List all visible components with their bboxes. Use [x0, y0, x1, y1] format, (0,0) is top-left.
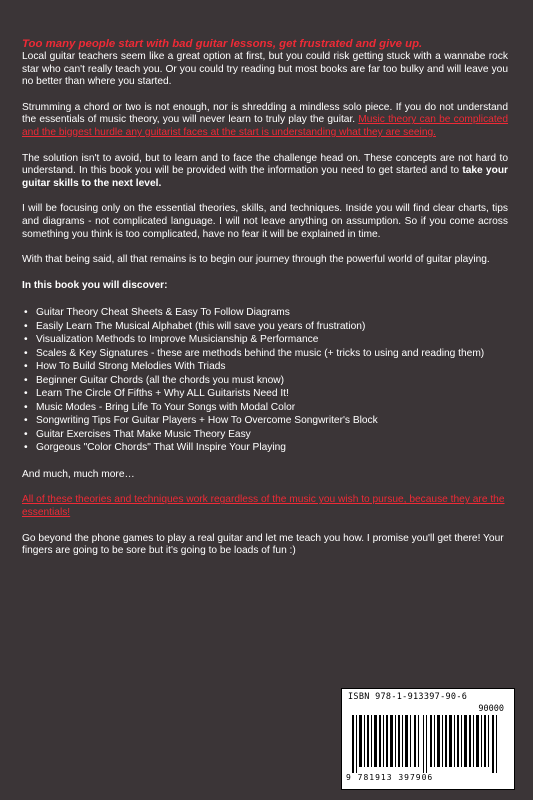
- barcode-bars-icon: [350, 705, 508, 773]
- discover-list: [22, 306, 508, 455]
- much-more: And much, much more…: [22, 468, 135, 480]
- list-item: • Scales & Key Signatures - these are methods behind the music (+ tricks to using and reading them): [22, 347, 508, 361]
- isbn-barcode: [341, 688, 515, 790]
- list-item: • Guitar Theory Cheat Sheets & Easy To Follow Diagrams: [22, 306, 508, 320]
- paragraph-theory: [22, 102, 508, 140]
- list-item: • Songwriting Tips For Guitar Players + How To Overcome Songwriter's Block: [22, 414, 508, 428]
- back-cover-text: [22, 38, 508, 571]
- list-item: • Gorgeous "Color Chords" That Will Inspire Your Playing: [22, 441, 508, 455]
- paragraph-theory-highlight: Music theory can be complicated and the biggest hurdle any guitarist faces at the start is understanding what they are seeing.: [22, 114, 508, 138]
- list-item: • Visualization Methods to Improve Musicianship & Performance: [22, 333, 508, 347]
- essentials-statement: All of these theories and techniques work regardless of the music you wish to pursue, because they are the essentials!: [22, 494, 505, 518]
- list-item: • Guitar Exercises That Make Music Theory Easy: [22, 428, 508, 442]
- list-item: • Learn The Circle Of Fifths + Why ALL Guitarists Need It!: [22, 387, 508, 401]
- paragraph-solution: [22, 153, 508, 191]
- paragraph-solution-bold: take your guitar skills to the next level.: [22, 165, 509, 189]
- closing-paragraph: Go beyond the phone games to play a real guitar and let me teach you how. I promise you'll get there! Your fingers are going to be sore but it's going to be loads of fun :): [22, 532, 504, 557]
- list-item: • Music Modes - Bring Life To Your Songs with Modal Color: [22, 401, 508, 415]
- discover-title: In this book you will discover:: [22, 279, 168, 291]
- list-item: • Easily Learn The Musical Alphabet (this will save you years of frustration): [22, 320, 508, 334]
- barcode-digits: 9 781913 397906: [346, 773, 434, 782]
- paragraph-theory-text: Strumming a chord or two is not enough, nor is shredding a mindless solo piece. If you do not understand the essentials of music theory, you will never learn to truly play the guitar.: [22, 101, 508, 126]
- headline: Too many people start with bad guitar lessons, get frustrated and give up.: [22, 38, 423, 50]
- paragraph-solution-text: The solution isn't to avoid, but to learn and to face the challenge head on. These concepts are not hard to understand. In this book you will be provided with the information you need to get started and to: [22, 152, 508, 177]
- isbn-number: ISBN 978-1-913397-90-6: [348, 692, 468, 702]
- paragraph-intro: Local guitar teachers seem like a great option at first, but you could risk getting stuck with a wannabe rock star who can't really teach you. Or you could try reading but most books are far too bulky and will leave you no better than where you started.: [22, 51, 508, 88]
- paragraph-journey: With that being said, all that remains is to begin our journey through the powerful world of guitar playing.: [22, 254, 490, 266]
- paragraph-focus: I will be focusing only on the essential theories, skills, and techniques. Inside you will find clear charts, tips and diagrams - not complicated language. I will not leave anything on assumption. So if you come across something you think is too complicated, have no fear it will be explained in time.: [22, 203, 508, 240]
- list-item: • How To Build Strong Melodies With Triads: [22, 360, 508, 374]
- price-code: 90000: [478, 704, 504, 714]
- list-item: • Beginner Guitar Chords (all the chords you must know): [22, 374, 508, 388]
